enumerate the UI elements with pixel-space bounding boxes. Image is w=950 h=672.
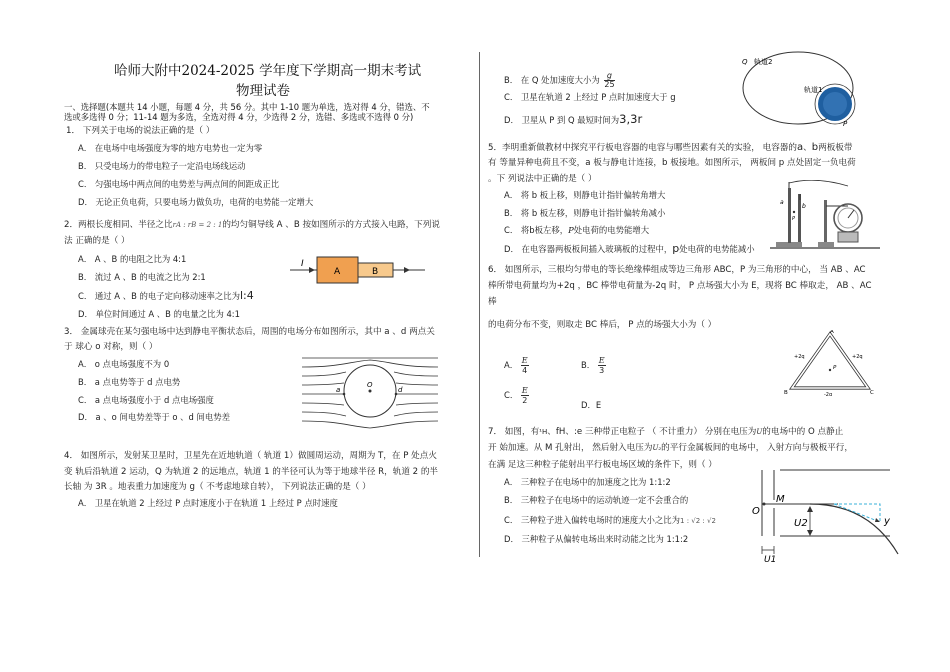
- q5-option-c: [504, 225, 649, 236]
- q5-d-pre: D． 在电容器两板板间插入玻璃板的过程中，: [504, 244, 673, 254]
- q7-stem-2: [488, 443, 853, 454]
- q7-u2-inline: U₂: [652, 444, 662, 452]
- q7-particle-2: fH: [555, 427, 566, 437]
- q7-option-b: B． 三种粒子在电场中的运动轨迹一定不会重合的: [504, 495, 689, 505]
- q5-c-p: P: [568, 225, 574, 235]
- q7-label-y: y: [884, 516, 890, 527]
- q7-stem-1c: 、:e 三种带正电粒子 （ 不计重力） 分别在电压为: [565, 427, 757, 437]
- q3-stem-2: 于 球心 o 对称，则（ ）: [64, 342, 158, 352]
- q2-stem: [64, 220, 440, 231]
- q2-stem-post: 的均匀铜导线 A 、B 按如图所示的方式接入电路，下列说: [222, 220, 440, 230]
- q2-option-c-text: C． 通过 A 、B 的电子定向移动速率之比为: [78, 291, 240, 301]
- q5-d-post: 处电荷的电势能减小: [679, 244, 755, 254]
- q5-stem-2: [488, 158, 856, 169]
- q5-capacitor-figure: [768, 180, 882, 252]
- q7-particle-1: ¹H: [539, 428, 548, 436]
- q2-label-a: A: [334, 267, 341, 277]
- q5-stem-1b: 、: [803, 143, 812, 153]
- q6-charge-ac: +2q: [852, 354, 863, 360]
- q5-c-mid: b: [529, 225, 535, 235]
- q6-label-p: P: [833, 365, 837, 371]
- q1-option-b: B． 只受电场力的带电粒子一定沿电场线运动: [78, 161, 246, 171]
- exam-subtitle: 物理试卷: [236, 83, 290, 99]
- q4-option-d: [504, 114, 642, 126]
- q3-label-o: O: [367, 381, 373, 389]
- exam-title: 哈师大附中2024-2025 学年度下学期高一期末考试: [114, 63, 422, 79]
- q5-stem-2b: a 板与静电计连接，: [585, 158, 663, 168]
- q6-stem-4: 的电荷分布不变，则取走 BC 棒后， P 点的场强大小为（ ）: [488, 320, 717, 330]
- q4-label-orbit2: 轨道2: [754, 58, 773, 66]
- q5-plate-a: a: [796, 142, 804, 153]
- q6-b-fraction: [598, 356, 606, 375]
- q6-stem-2: 棒所带电荷量均为+2q ，BC 棒带电荷量为-2q 时， P 点场强大小为 E，现将 BC 棒取走， AB 、AC: [488, 281, 872, 291]
- q4-option-a: A． 卫星在轨道 2 上经过 P 点时速度小于在轨道 1 上经过 P 点时速度: [78, 498, 338, 508]
- q3-option-c: C． a 点电场强度小于 d 点电场强度: [78, 395, 214, 405]
- q2-option-c-ratio: l:4: [239, 289, 254, 302]
- q4-label-orbit1: 轨道1: [804, 86, 823, 94]
- q6-label-a: A: [830, 330, 834, 335]
- q7-accelerator-figure: [738, 466, 900, 562]
- q4-stem-3: 长轴 为 3R 。地表重力加速度为 g（ 不考虑地球自转）， 下列说法正确的是（ ）: [64, 482, 371, 492]
- q4-option-d-value: 3,3r: [619, 112, 643, 126]
- q7-label-m: M: [776, 494, 785, 505]
- section-instructions-1: 一、选择题(本题共 14 小题，每题 4 分，共 56 分。其中 1-10 题为单选，选对得 4 分，错选、不: [64, 102, 430, 112]
- section-instructions-2: 选或多选得 0 分；11-14 题为多选，全选对得 4 分，少选得 2 分，选错、多选或不选得 0 分): [64, 112, 414, 122]
- q7-stem-2a: 开 始加速。从 M 孔射出， 然后射入电压为: [488, 443, 653, 453]
- q6-c-fraction: [521, 386, 529, 405]
- q1-option-a: A． 在电场中电场强度为零的地方电势也一定为零: [78, 143, 263, 153]
- q7-c-ratio: 1 : √2 : √2: [680, 517, 716, 525]
- q7-label-u2: U2: [794, 518, 808, 529]
- q5-stem-2a: 有 等量异种电荷且不变，: [488, 158, 586, 168]
- q6-a-num: E: [521, 356, 528, 365]
- q4-label-p: P: [843, 120, 848, 128]
- q2-stem-2: 法 正确的是（ ）: [64, 236, 130, 246]
- q6-b-num: E: [598, 356, 605, 365]
- q7-option-c: [504, 515, 716, 527]
- q5-option-d: [504, 243, 755, 255]
- q6-option-c: [504, 386, 529, 405]
- q5-label-p: P: [792, 216, 796, 222]
- q4-b-denominator: 25: [604, 80, 615, 89]
- q5-c-post: 板左移，: [534, 225, 569, 235]
- q4-label-q: Q: [742, 58, 748, 66]
- q5-stem-1a: 5．李明重新做教材中探究平行板电容器的电容与哪些因素有关的实验， 电容器的: [488, 143, 797, 153]
- q6-option-d: D．E: [581, 400, 602, 410]
- q6-triangle-figure: [778, 330, 898, 396]
- q6-option-b: [581, 356, 606, 375]
- q7-stem-1d: 的电场中的 O 点静止: [762, 427, 844, 437]
- q4-option-b-fraction: [604, 72, 614, 89]
- q1-option-d: D． 无论正负电荷，只要电场力做负功，电荷的电势能一定增大: [78, 197, 314, 207]
- q7-label-u1: U1: [764, 555, 777, 562]
- q4-option-b: [504, 72, 615, 89]
- q6-a-fraction: [521, 356, 529, 375]
- q5-c-end: 处电荷的电势能增大: [573, 225, 650, 235]
- q2-option-c: [78, 290, 254, 302]
- q4-orbit-figure: [738, 48, 878, 130]
- q1-option-c: C． 匀强电场中两点间的电势差与两点间的间距成正比: [78, 179, 280, 189]
- q2-option-b: B． 流过 A 、B 的电流之比为 2:1: [78, 272, 206, 282]
- q3-stem: 3． 金属球壳在某匀强电场中达到静电平衡状态后，周围的电场分布如图所示，其中 a 、d 两点关: [64, 327, 435, 337]
- q4-b-numerator: g: [604, 72, 614, 81]
- q5-stem-1c: 两板板带: [818, 143, 853, 153]
- q6-c-den: 2: [522, 396, 528, 405]
- q6-b-label: B．: [581, 360, 596, 370]
- q6-label-b: B: [784, 390, 788, 396]
- q1-stem: 1． 下列关于电场的说法正确的是（ ）: [66, 126, 215, 136]
- q5-c-pre: C． 将: [504, 225, 530, 235]
- q6-charge-bc: -2q: [824, 392, 833, 396]
- q6-c-num: E: [521, 386, 528, 395]
- q6-a-den: 4: [522, 366, 528, 375]
- q4-option-b-text: B． 在 Q 处加速度大小为: [504, 75, 600, 85]
- column-divider: [479, 52, 480, 557]
- q6-stem: 6． 如图所示，三根均匀带电的等长绝缘棒组成等边三角形 ABC，P 为三角形的中心， 当 AB 、AC: [488, 265, 866, 275]
- q6-a-label: A．: [504, 360, 519, 370]
- q7-stem-3: 在满 足这三种粒子能射出平行板电场区域的条件下，则（ ）: [488, 460, 717, 470]
- q6-label-c: C: [870, 390, 874, 396]
- q5-stem-3: 。下 列说法中正确的是（ ）: [488, 174, 597, 184]
- q2-label-b: B: [372, 267, 379, 277]
- q2-option-d: D． 单位时间通过 A 、B 的电量之比为 4:1: [78, 309, 240, 319]
- q3-label-d: d: [398, 386, 403, 394]
- q2-option-a: A． A 、B 的电阻之比为 4:1: [78, 254, 187, 264]
- q5-option-b: B． 将 b 板左移，则静电计指针偏转角减小: [504, 208, 666, 218]
- q2-stem-pre: 2．两根长度相同、半径之比: [64, 220, 173, 230]
- q4-option-d-text: D． 卫星从 P 到 Q 最短时间为: [504, 115, 620, 125]
- right-column: [486, 0, 950, 672]
- q4-stem: 4． 如图所示，发射某卫星时，卫星先在近地轨道（ 轨道 1）做圆周运动，周期为 T，在 P 处点火: [64, 451, 437, 461]
- q7-option-a: A． 三种粒子在电场中的加速度之比为 1:1:2: [504, 477, 671, 487]
- q6-stem-3: 棒: [488, 297, 497, 307]
- q5-plate-b: b: [811, 142, 819, 153]
- q5-option-a: A． 将 b 板上移，则静电计指针偏转角增大: [504, 190, 666, 200]
- q2-ratio: rA : rB = 2 : 1: [172, 221, 223, 229]
- q5-label-b: b: [802, 203, 806, 210]
- q5-stem-2c: b 板接地。如图所示， 两板间 p 点处固定一负电荷: [662, 158, 856, 168]
- q3-option-d: D． a 、o 间电势差等于 o 、d 间电势差: [78, 412, 230, 422]
- q7-option-d: D． 三种粒子从偏转电场出来时动能之比为 1:1:2: [504, 534, 689, 544]
- q7-stem-1b: 、: [547, 427, 556, 437]
- q4-stem-2: 变 轨后沿轨道 2 运动，Q 为轨道 2 的远地点，轨道 1 的半径可认为等于地球半径 R，轨道 2 的半: [64, 467, 439, 477]
- q6-charge-ab: +2q: [794, 354, 805, 360]
- q3-label-a: a: [336, 386, 341, 394]
- q7-c-text: C． 三种粒子进入偏转电场时的速度大小之比为: [504, 515, 681, 525]
- q5-d-p: p: [672, 242, 680, 255]
- q2-current-label: I: [301, 259, 304, 269]
- q7-label-o: O: [752, 506, 760, 517]
- q5-stem: [488, 142, 852, 154]
- q6-c-label: C．: [504, 390, 519, 400]
- q6-option-a: [504, 356, 529, 375]
- q7-u1-inline: U: [756, 428, 763, 436]
- q5-label-a: a: [780, 199, 784, 206]
- q7-stem-2b: 的平行金属板间的电场中， 入射方向与极板平行，: [661, 443, 853, 453]
- q3-option-b: B． a 点电势等于 d 点电势: [78, 377, 181, 387]
- q7-stem-1a: 7． 如图，有: [488, 427, 540, 437]
- q4-option-c: C． 卫星在轨道 2 上经过 P 点时加速度大于 g: [504, 92, 676, 102]
- q3-field-figure: [300, 352, 440, 430]
- q3-option-a: A． o 点电场强度不为 0: [78, 359, 170, 369]
- q2-circuit-figure: [290, 252, 430, 288]
- q6-b-den: 3: [599, 366, 605, 375]
- q7-stem: [488, 427, 843, 438]
